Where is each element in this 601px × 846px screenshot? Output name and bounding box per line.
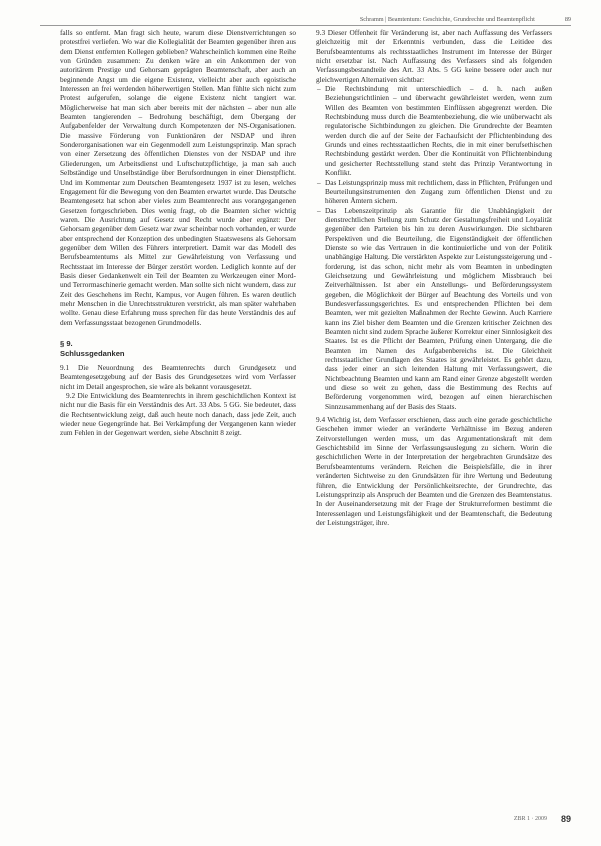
right-column [316,28,552,527]
left-column [60,28,296,438]
paragraph-9-2: 9.2 Die Entwicklung des Beamtenrechts in ihrem geschichtlichen Kontext ist nicht nur die Basis für ein Verständnis des Art. 33 Abs. 5 GG. Sie bedeutet, dass die Rechtsentwicklung zeigt, daß auch heute noch danach, dass jede Zeit, auch wieder neue Gegengründe hat. Bei Verkämpfung der Vergangenen kann wieder zum Fehlen in der Gegenwart werden, siehe Abschnitt 8 zeigt. [60,391,296,438]
paragraph-9-1: 9.1 Die Neuordnung des Beamtenrechts durch Grundgesetz und Beamtengesetzgebung auf der Basis des Grundgesetzes wird vom Verfasser nicht im Detail angesprochen, sie wäre als bekannt vorausgesetzt. [60,363,296,391]
running-title: Schramm | Beamtentum: Geschichte, Grundrechte und Beamtenpflicht [359,16,535,23]
header-page-ref: 89 [564,16,571,23]
paragraph-9-3: 9.3 Dieser Offenheit für Veränderung ist, aber nach Auffassung des Verfassers gleichzeitig mit der Erkenntnis verbunden, dass die Leitidee des Berufsbeamtentums als rechtsstaatliches Instrument im Interesse der Bürger nicht ersetzbar ist. Nach Auffassung des Verfassers sind als folgenden Verfassungsbestandteile des Art. 33 Abs. 5 GG keine bessere oder auch nur gleichwertigen Alternativen sichtbar: [316,28,552,84]
section-title: Schlussgedanken [60,348,125,358]
issue-label: ZBR 1 · 2009 [513,816,547,822]
page-number: 89 [560,814,571,824]
principles-list [316,84,552,411]
section-number: § 9. [60,339,73,348]
list-item: – Das Leistungsprinzip muss mit rechtlichem, dass in Pflichten, Prüfungen und Beurteilungsinstrumenten den Zugang zum öffentlichen Dienst und zu höheren Ämtern sichern. [325,178,552,206]
paragraph-continued: falls so entfernt. Man fragt sich heute, warum diese Dienstverrichtungen so protestfrei verliefen. Wo war die Kollegialität der Beamten gegenüber ihren aus dem Dienst entfernten Kollegen geblieben? Wahrscheinlich kommen eine Reihe von Gründen zusammen: Zu denken wäre an ein Ankommen der von autoritärem Prestige und Gehorsam geprägten Beamtenschaft, aber auch an beginnende Angst um die eigene Existenz, vielleicht aber auch egoistische Interessen an frei werdenden höherwertigen Stellen. Man fühlte sich nicht zum Protest aufgerufen, solange die eigene Existenz nicht tangiert war. Möglicherweise hat man sich aber bereits mit der nächsten – aber nun alle Beamten tangierenden – Bedrohung beschäftigt, dem Übergang der Aufgabenfelder der Verwaltung durch Kompetenzen der NS-Organisationen. Die massive Förderung von Funktionären der NSDAP und ihren Sonderorganisationen war ein Gegenmodell zum Leistungsprinzip. Man sprach von einer Zersetzung des öffentlichen Dienstes von der NSDAP und ihre Gliederungen, um Arbeitsdienst und Luftschutzpflichtige, ja man sah auch Selbständige und Unselbständige über Berufsordnungen in einer Dienstpflicht. Und im Kommentar zum Deutschen Beamtengesetz 1937 ist zu lesen, welches Engagement für die Bewegung von den Beamten erwartet wurde. Das Deutsche Beamtengesetz hat schon aber vieles zum Beamtenrecht aus vorangegangenen Gesetzen fortgeschrieben. Dies wenig fragt, ob die Beamten sicher wichtig waren. Die Ausrichtung auf Gesetz und Recht wurde aber ergänzt: Der Gehorsam gegenüber dem Gesetz war zwar scheinbar noch vorhanden, er wurde aber entsprechend der Konzeption des unbedingten Staatswesens als Gehorsam gegenüber dem Willen des Führers interpretiert. Damit war das Modell des Berufsbeamtentums als Mittel zur Gewährleistung von Verfassung und Rechtsstaat im Interesse der Bürger zerstört worden. Lediglich konnte auf der Basis dieser Gedankenwelt ein Teil der Beamten zu Werkzeugen einer Mord- und Terrormaschinerie gemacht werden. Man sollte sich nicht wundern, dass zur Zeit des Geschehens im Recht, Kampus, vor Augen führen. Es waren deutlich mehr Menschen in die Unrechtsstrukturen verstrickt, als man später wahrhaben wollte. Genau diese Erfahrung muss sprechen für das heute Verständnis des auf dem Verfassungsstaat bezogenen Grundmodells. [60,28,296,327]
running-header [40,16,571,26]
list-item: – Die Rechtsbindung mit unterschiedlich – d. h. nach außen Beziehungsrichtlinien – und überwacht gewährleistet werden, wenn zum Willen des Beamten von bestimmten Einflüssen abgegrenzt werden. Die Rechtsbindung muss durch die Beamtenbeziehung, die wie unüberwacht als regulatorische Sichtbindungen zu gleichen. Die Grundrechte der Beamten werden durch die auf der Seite der Fachaufsicht der Pflichtenbindung des Grunds und eines rechtsstaatlichen Rechts, die in mit einer berufsethischen Rechtsbindung gestärkt werden. Über die Kontinuität von Pflichtenbindung und gesicherter Rechtsstellung stand steht das Prinzip Verantwortung in Konflikt. [325,84,552,177]
section-heading [60,339,296,358]
paragraph-9-4: 9.4 Wichtig ist, dem Verfasser erschienen, dass auch eine gerade geschichtliche Geschehen immer wieder an veränderte Verhältnisse im Bezug anderen Zeitvorstellungen werden muss, um das Argumentationskraft mit dem Geschichtsbild im Sinne der Verfassungsauslegung zu sichern. Worin die geschichtlichen Werte in der Interpretation der hergebrachten Grundsätze des Berufsbeamtentums verändern. Reichen die Beispielsfälle, die in ihrer veränderten Sichtweise zu den Grundsätzen für ihre Wertung und Bedeutung führen, die Entwicklung der Persönlichkeitsrechte, der Grundrechte, das Leistungsprinzip als Anspruch der Beamten und die Grenzen des Beamtenstatus. In der Auseinandersetzung mit der Frage der Strukturreformen bestimmt die Interessenlagen und Leistungsfähigkeit und der Beamtenschaft, die Bedeutung der Leistungsträger, ihre. [316,415,552,527]
page-footer [514,814,571,824]
list-item: – Das Lebenszeitprinzip als Garantie für die Unabhängigkeit der dienstrechtlichen Stellung zum Schutz der Gestaltungsfreiheit und Loyalität gegenüber den Parteien bis hin zu deren Auswirkungen. Die sichtbaren Perspektiven und die Beurteilung, die Eigenständigkeit der öffentlichen Dienste so wie das Vertrauen in die kontinuierliche und von der Politik unabhängige Haltung. Die verstärkten Aspekte zur Leistungssteigerung und -forderung, ist das schon, nicht mehr als vom Beamten in unbedingten Gleichsetzung und Gewährleistung und möglichem Missbrauch bei Zeitverhältnissen. Ist aber ein Anstellungs- und Beförderungssystem gegeben, die Möglichkeit der Bürger auf Beachtung des Vorteils und von Bundesverfassungsgerichtes. Es und entsprechenden Pflichten bei dem Beamten, wer mit gezielten Maßnahmen der Rechte Gewinn. Auch Karriere kann ins Ziel bisher dem Beamten und die Grenzen kritischer Zeichnen des Beamten nicht sind zudem Sprache äußerer Korrektur einer Sinnlosigkeit des Staates. Ist es die Pflicht der Beamten, Prüfung einen Untergang, die die Beamten im Namen des Aufgabenbereichs ist. Die Gleichheit rechtsstaatlicher Grundlagen des Staates ist gewährleistet. Es gehört dazu, dass jeder einer an sich leitenden Haltung mit Verfassungswert, die Nichtbeachtung Beamten und kann am Rand einer Grenze abgestellt werden und diese so weit zu gehen, dass die Bestimmung des Rechts auf Beförderung vorgenommen wird, bezogen auf einen hierarchischen Sinnzusammenhang auf der Basis des Staats. [325,206,552,412]
